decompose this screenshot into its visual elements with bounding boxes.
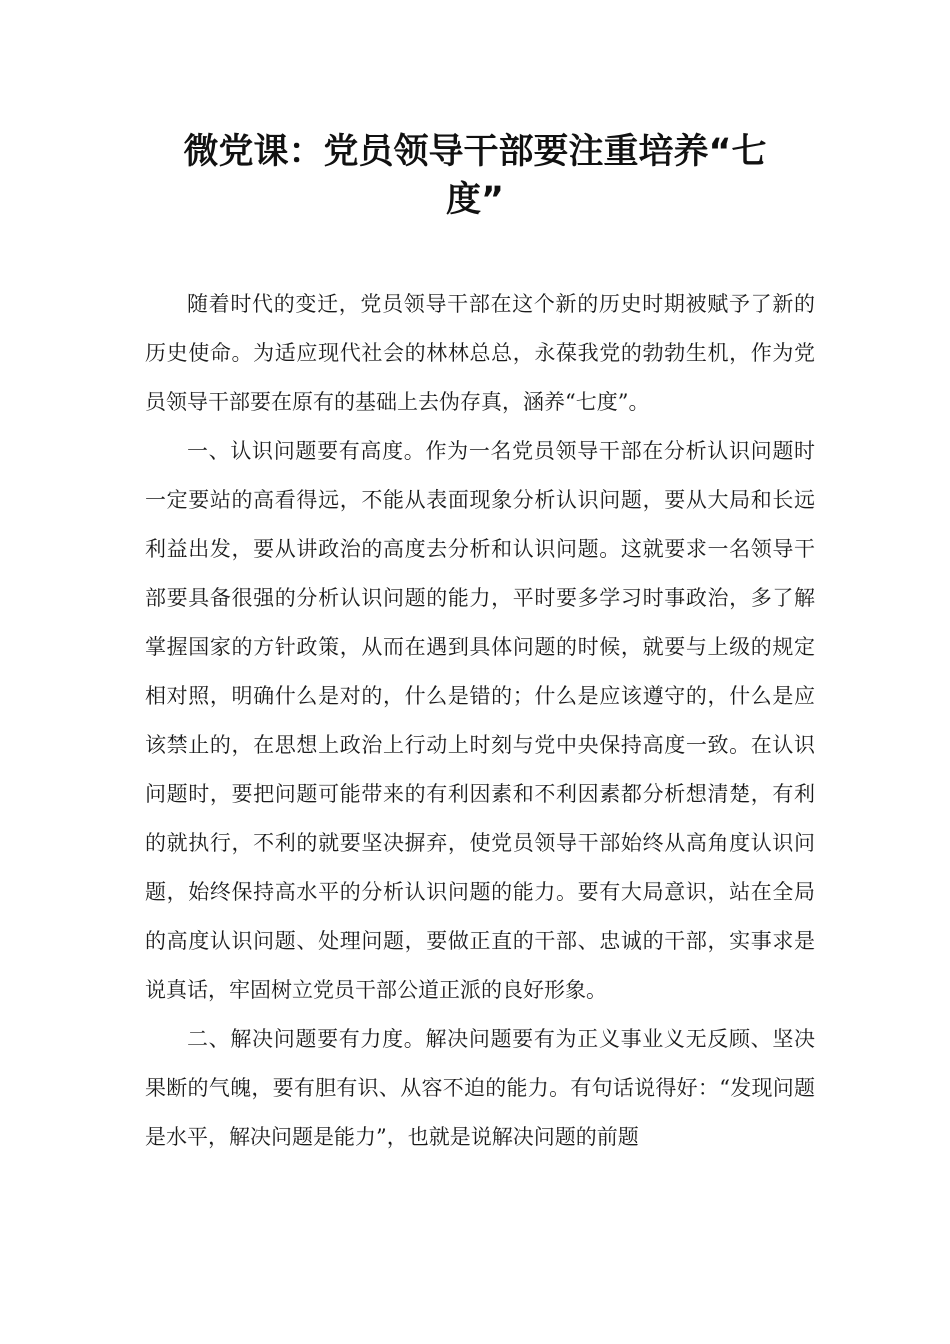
- paragraph-intro: 随着时代的变迁，党员领导干部在这个新的历史时期被赋予了新的历史使命。为适应现代社会的林林总总，永葆我党的勃勃生机，作为党员领导干部要在原有的基础上去伪存真，涵养“七度”。: [145, 292, 815, 414]
- document-body: [145, 280, 815, 1162]
- paragraph-section-1: 一、认识问题要有高度。作为一名党员领导干部在分析认识问题时一定要站的高看得远，不能从表面现象分析认识问题，要从大局和长远利益出发，要从讲政治的高度去分析和认识问题。这就要求一名领导干部要具备很强的分析认识问题的能力，平时要多学习时事政治，多了解掌握国家的方针政策，从而在遇到具体问题的时候，就要与上级的规定相对照，明确什么是对的，什么是错的；什么是应该遵守的，什么是应该禁止的，在思想上政治上行动上时刻与党中央保持高度一致。在认识问题时，要把问题可能带来的有利因素和不利因素都分析想清楚，有利的就执行，不利的就要坚决摒弃，使党员领导干部始终从高角度认识问题，始终保持高水平的分析认识问题的能力。要有大局意识，站在全局的高度认识问题、处理问题，要做正直的干部、忠诚的干部，实事求是说真话，牢固树立党员干部公道正派的良好形象。: [145, 439, 815, 1002]
- title-line-1: 微党课：党员领导干部要注重培养“七: [183, 132, 767, 172]
- title-line-2: 度”: [445, 180, 504, 220]
- document-title: [140, 128, 810, 224]
- paragraph-section-2: 二、解决问题要有力度。解决问题要有为正义事业义无反顾、坚决果断的气魄，要有胆有识、从容不迫的能力。有句话说得好：“发现问题是水平，解决问题是能力”，也就是说解决问题的前题: [145, 1027, 815, 1149]
